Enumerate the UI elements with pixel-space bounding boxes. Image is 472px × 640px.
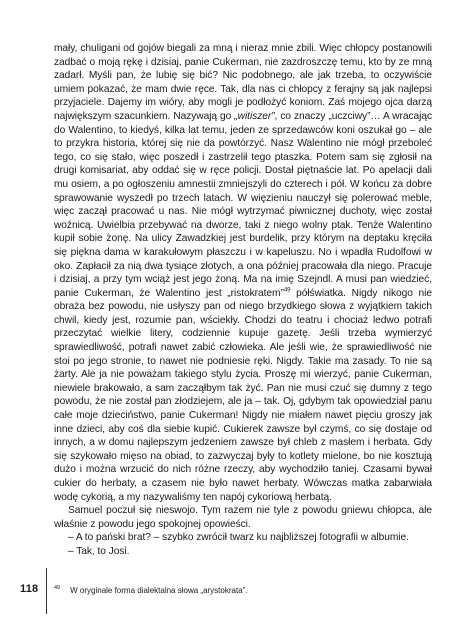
footnote-number: 49 [54, 585, 61, 592]
text-run: – Tak, to Josi. [68, 545, 130, 557]
text-run: , co znaczy „uczciwy”… A wracając do Walentino, to kiedyś, kilka lat temu, jeden ze sprzedawców koni oszukał go – ale to przykra historia, której się nie da powtórzyć. Nasz Walentino nie mógł przeboleć tego, co się stało, więc poszedł i zastrzelił tego ptaszka. Potem sam się zgłosił na drugi komisariat, aby oddać się w ręce policji. Dostał piętnaście lat. Po apelacji dali mu osiem, a po ogłoszeniu amnestii zmniejszyli do czterech i pół. W końcu za dobre sprawowanie wyszedł po trzech latach. W więzieniu nauczył się polerować meble, więc zaczął pracować u nas. Nie mógł wytrzymać piwnicznej duchoty, więc został woźnicą. Uwielbia przebywać na dworze, taki z niego wolny ptak. Tenże Walentino kupił sobie żonę. Na ulicy Zawadzkiej jest burdelik, przy którym na deptaku kręciła się piękna dama w karakułowym płaszczu i w kapeluszu. No i wpadła Rudolfowi w oko. Zapłacił za nią dwa tysiące złotych, a ona później pracowała dla niego. Pracuje i dzisiaj, a przy tym wciąż jest jego żoną. Ma na imię Szejndl. A musi pan wiedzieć, panie Cukerman, że Walentino jest „ristokratem” [54, 110, 432, 299]
italic-term: „witiszer” [234, 110, 275, 122]
paragraph [54, 42, 432, 504]
paragraph [54, 504, 432, 531]
text-run: – A to pański brat? – szybko zwrócił twarz ku najbliższej fotografii w albumie. [68, 532, 409, 544]
page-number: 118 [20, 583, 39, 595]
text-run: mały, chuligani od gojów biegali za mną i nieraz mnie zbili. Więc chłopcy postanowili zadbać o moją rękę i dzisiaj, panie Cukerman, nie zazdroszczę temu, kto by ze mną zadarł. Myśli pan, że lubię się bić? Nic podobnego, ale jak trzeba, to oczywiście umiem pokazać, że mam dwie ręce. Tak, dla nas ci chłopcy z ferajny są jak najlepsi przyjaciele. Dajemy im wióry, aby mogli je podłożyć koniom. Zaś mojego ojca darzą największym szacunkiem. Nazywają go [54, 43, 432, 122]
main-text-block [54, 42, 432, 559]
paragraph [54, 545, 432, 559]
footnote [54, 586, 432, 596]
footnote-text: W oryginale forma dialektalna słowa „arystokrata”. [70, 586, 248, 595]
page-number-rule [46, 568, 47, 614]
paragraph [54, 531, 432, 545]
text-run: Samuel poczuł się nieswojo. Tym razem nie tyle z powodu gniewu chłopca, ale właśnie z powodu jego spokojnej opowieści. [54, 505, 432, 530]
footnote-reference: 49 [283, 287, 291, 294]
text-run: półświatka. Nigdy nikogo nie obraża bez powodu, nie usłyszy pan od niego brzydkiego słowa z wyjątkiem takich chwil, kiedy jest, rozumie pan, wściekły. Chodzi do teatru i chociaż ledwo potrafi przeczytać wielkie litery, codziennie kupuje gazetę. Jeśli trzeba wymierzyć sprawiedliwość, potrafi nawet zabić człowieka. Ale jeśli wie, że sprawiedliwość nie stoi po jego stronie, to nawet nie podniesie ręki. Nigdy. Takie ma zasady. To nie są żarty. Ale ja nie poważam takiego stylu życia. Proszę mi wierzyć, panie Cukerman, niewiele brakowało, a sam zacząłbym tak żyć. Pan nie musi czuć się dumny z tego powodu, że nie został pan złodziejem, ale ja – tak. Oj, gdybym tak opowiedział panu całe moje dzieciństwo, panie Cukerman! Nigdy nie miałem nawet pięciu groszy jak inne dzieci, aby coś dla siebie kupić. Cukierek zawsze był czymś, co się dostaje od innych, a w domu najlepszym jedzeniem zawsze był chleb z masłem i herbata. Gdy się szykowało mięso na obiad, to zazwyczaj były to kotlety mielone, bo nie kosztują dużo i można wrzucić do nich różne rzeczy, aby wychodziło taniej. Czasami bywał cukier do herbaty, a czasem nie było nawet herbaty. Wówczas matka zabarwiała wodę cykorią, a my nazywaliśmy ten napój cykoriową herbatą. [54, 287, 432, 503]
